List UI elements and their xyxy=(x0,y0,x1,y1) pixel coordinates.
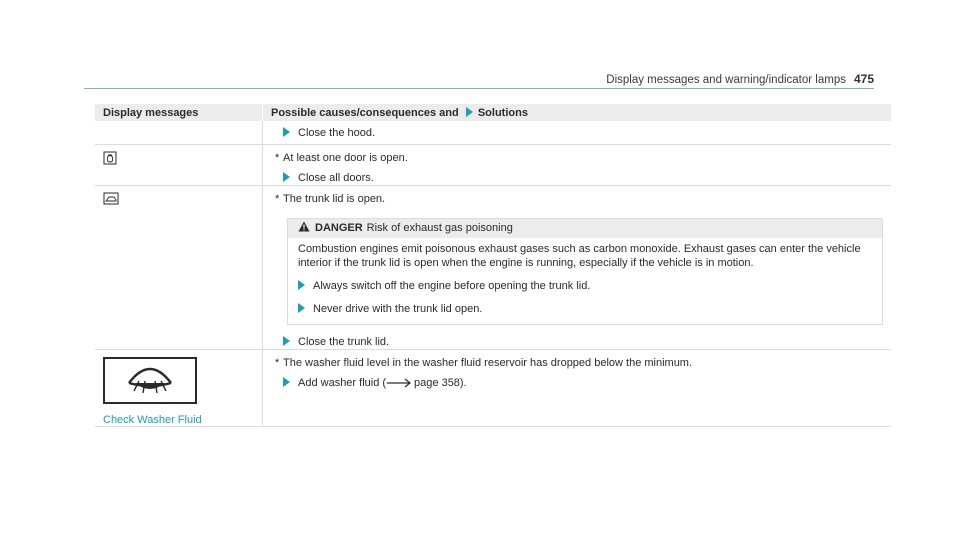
danger-label: DANGER xyxy=(315,222,363,234)
arrow-right-icon xyxy=(298,303,305,313)
solution-cell xyxy=(263,145,892,186)
solution-cell xyxy=(263,186,892,350)
solution-step xyxy=(271,126,883,140)
danger-box xyxy=(287,218,883,325)
washer-fluid-icon xyxy=(103,357,197,404)
message-cell xyxy=(95,121,263,145)
step-text: Close all doors. xyxy=(298,172,374,184)
col-header-causes xyxy=(263,104,892,121)
solution-cell xyxy=(263,121,892,145)
arrow-right-icon xyxy=(298,280,305,290)
table-row xyxy=(95,145,891,186)
page-number: 475 xyxy=(853,72,874,86)
cause-text: * The washer fluid level in the washer fluid reservoir has dropped below the minimum. xyxy=(275,357,693,369)
col-header-causes-text: Possible causes/consequences and xyxy=(271,106,459,119)
page-header xyxy=(606,72,874,86)
step-text: Close the hood. xyxy=(298,127,376,139)
table-row xyxy=(95,350,891,427)
message-cell xyxy=(95,350,263,427)
solution-cell xyxy=(263,350,892,427)
step-text: Never drive with the trunk lid open. xyxy=(313,303,483,315)
solution-step xyxy=(271,171,883,185)
trunk-open-icon xyxy=(103,192,119,205)
table-row xyxy=(95,186,891,350)
table-row xyxy=(95,121,891,145)
page-reference-link[interactable]: page 358). xyxy=(414,377,467,389)
cause-text: * The trunk lid is open. xyxy=(275,193,386,205)
danger-header xyxy=(288,219,882,238)
col-header-display-messages: Display messages xyxy=(95,104,263,121)
danger-body xyxy=(288,238,882,324)
warning-triangle-icon xyxy=(298,221,310,232)
arrow-right-icon xyxy=(283,377,290,387)
danger-step xyxy=(298,279,872,293)
step-text: Always switch off the engine before opening the trunk lid. xyxy=(313,280,591,292)
arrow-right-icon xyxy=(283,172,290,182)
message-cell xyxy=(95,145,263,186)
arrow-right-icon xyxy=(466,107,473,117)
step-text: Add washer fluid ( xyxy=(298,377,387,389)
danger-step xyxy=(298,302,872,316)
solution-step xyxy=(271,376,883,390)
col-header-solutions: Solutions xyxy=(477,106,528,119)
danger-title: Risk of exhaust gas poisoning xyxy=(366,222,513,234)
solution-step xyxy=(271,335,883,349)
arrow-right-icon xyxy=(283,127,290,137)
door-open-icon xyxy=(103,151,117,165)
danger-text: Combustion engines emit poisonous exhaust gases such as carbon monoxide. Exhaust gases can enter the vehicle interior if the trunk lid is open when the engine is running, especially if the vehicle is in motion. xyxy=(298,243,861,269)
cause-text: * At least one door is open. xyxy=(275,152,408,164)
washer-fluid-label: Check Washer Fluid xyxy=(103,414,202,426)
step-text: Close the trunk lid. xyxy=(298,336,390,348)
header-rule xyxy=(84,88,874,89)
message-cell xyxy=(95,186,263,350)
arrow-right-icon xyxy=(283,336,290,346)
header-title: Display messages and warning/indicator lamps xyxy=(606,74,846,86)
page-reference-arrow-icon xyxy=(386,378,412,388)
display-messages-table xyxy=(95,104,891,427)
